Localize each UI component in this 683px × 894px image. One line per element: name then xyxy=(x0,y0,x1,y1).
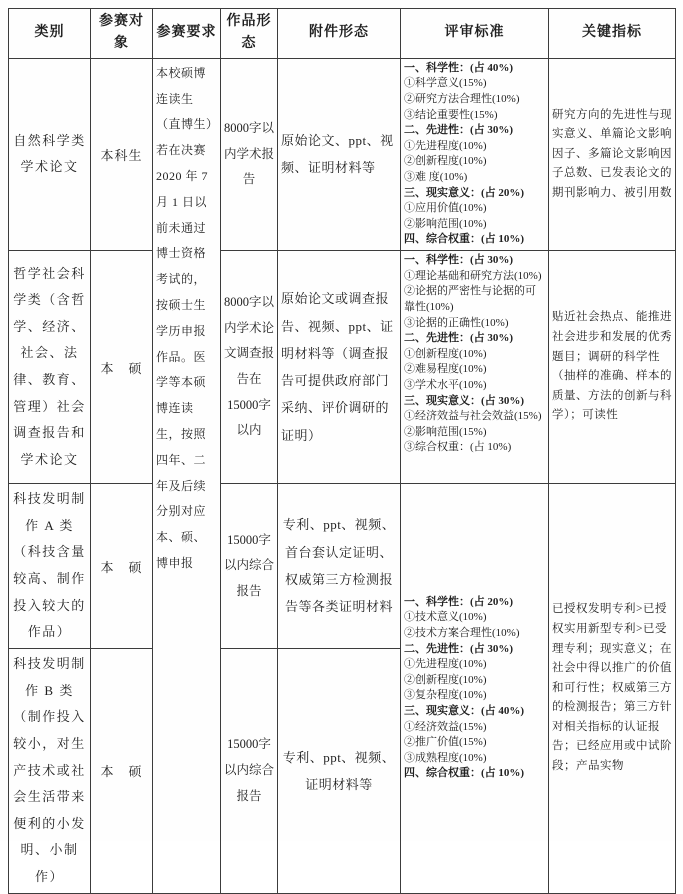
cell-participants-r4: 本 硕 xyxy=(91,648,153,893)
cell-participants-r1: 本科生 xyxy=(91,58,153,250)
row-tech-invention-a xyxy=(9,484,676,649)
criteria-line: 二、先进性：(占 30%) xyxy=(404,332,514,345)
cell-indicators-r34-merged: 已授权发明专利>已授权实用新型专利>已受理专利；现实意义；在社会中得以推广的价值和可行性；权威第三方的检测报告；第三方针对相关指标的认证报告；已经应用或中试阶段；产品实物 xyxy=(549,484,676,894)
criteria-list-r34 xyxy=(404,595,545,782)
criteria-line: ①先进程度(10%) xyxy=(404,139,487,152)
cell-category-social-science: 哲学社会科学类（含哲学、经济、社会、法律、教育、管理）社会调查报告和学术论文 xyxy=(9,251,91,484)
competition-categories-table xyxy=(8,8,676,894)
cell-work-form-r2: 8000字以内学术论文调查报告在15000字以内 xyxy=(221,251,278,484)
row-natural-science xyxy=(9,58,676,250)
criteria-line: 四、综合权重：(占 10%) xyxy=(404,767,525,780)
criteria-line: ②研究方法合理性(10%) xyxy=(404,93,520,105)
cell-indicators-r2: 贴近社会热点、能推进社会进步和发展的优秀题目；调研的科学性（抽样的准确、样本的质量、方法的创新与科学）；可读性 xyxy=(549,251,676,484)
header-requirements: 参赛要求 xyxy=(153,9,221,59)
criteria-line: ③难 度(10%) xyxy=(404,171,468,184)
cell-participants-r3: 本 硕 xyxy=(91,484,153,649)
criteria-line: 二、先进性：(占 30%) xyxy=(404,124,514,137)
cell-participants-r2: 本 硕 xyxy=(91,251,153,484)
criteria-line: 三、现实意义：(占 40%) xyxy=(404,705,525,717)
cell-attachment-r1: 原始论文、ppt、视频、证明材料等 xyxy=(278,58,401,250)
criteria-line: 二、先进性：(占 30%) xyxy=(404,642,514,655)
criteria-line: ③论据的正确性(10%) xyxy=(404,316,509,329)
criteria-line: ③结论重要性(15%) xyxy=(404,108,498,121)
criteria-line: ①经济效益与社会效益(15%) xyxy=(404,410,542,423)
criteria-line: ②推广价值(15%) xyxy=(404,736,487,749)
cell-work-form-r4: 15000字以内综合报告 xyxy=(221,648,278,893)
criteria-line: ①创新程度(10%) xyxy=(404,347,487,360)
criteria-line: ①理论基础和研究方法(10%) xyxy=(404,269,542,282)
criteria-line: 三、现实意义：(占 20%) xyxy=(404,186,525,199)
criteria-line: ③成熟程度(10%) xyxy=(404,751,487,764)
criteria-line: ②技术方案合理性(10%) xyxy=(404,626,520,639)
header-attachment-form: 附件形态 xyxy=(278,9,401,59)
criteria-line: ①经济效益(15%) xyxy=(404,720,487,733)
cell-work-form-r1: 8000字以内学术报告 xyxy=(221,58,278,250)
criteria-list-r2 xyxy=(404,253,545,456)
header-row xyxy=(9,9,676,59)
cell-requirements-merged: 本校硕博连读生（直博生）若在决赛 2020 年 7 月 1 日以前未通过博士资格考试的，按硕士生学历申报作品。医学等本硕博连读生，按照四年、二年及后续分别对应本、硕、博申报 xyxy=(153,58,221,893)
row-philosophy-social-science xyxy=(9,251,676,484)
cell-attachment-r2: 原始论文或调查报告、视频、ppt、证明材料等（调查报告可提供政府部门采纳、评价调研的证明） xyxy=(278,251,401,484)
criteria-line: 四、综合权重：(占 10%) xyxy=(404,233,525,246)
criteria-line: ③复杂程度(10%) xyxy=(404,689,487,702)
criteria-line: 一、科学性：(占 40%) xyxy=(404,61,514,74)
header-participants: 参赛对象 xyxy=(91,9,153,59)
cell-attachment-r4: 专利、ppt、视频、证明材料等 xyxy=(278,648,401,893)
criteria-line: ③学术水平(10%) xyxy=(404,378,487,391)
cell-criteria-r2 xyxy=(401,251,549,484)
criteria-line: ③综合权重：(占 10%) xyxy=(404,441,512,454)
criteria-line: 三、现实意义：(占 30%) xyxy=(404,394,525,407)
cell-indicators-r1: 研究方向的先进性与现实意义、单篇论文影响因子、多篇论文影响因子总数、已发表论文的期刊影响力、被引用数 xyxy=(549,58,676,250)
criteria-line: ②难易程度(10%) xyxy=(404,363,487,376)
criteria-line: 一、科学性：(占 30%) xyxy=(404,254,514,267)
criteria-line: ①应用价值(10%) xyxy=(404,202,487,215)
cell-criteria-r34-merged xyxy=(401,484,549,894)
criteria-line: ②创新程度(10%) xyxy=(404,155,487,168)
criteria-line: ②创新程度(10%) xyxy=(404,673,487,686)
cell-category-natural-science: 自然科学类学术论文 xyxy=(9,58,91,250)
criteria-line: ①先进程度(10%) xyxy=(404,658,487,671)
criteria-line: ①技术意义(10%) xyxy=(404,611,487,624)
cell-criteria-r1 xyxy=(401,58,549,250)
header-key-indicators: 关键指标 xyxy=(549,9,676,59)
criteria-line: ②论据的严密性与论据的可靠性(10%) xyxy=(404,285,536,313)
header-category: 类别 xyxy=(9,9,91,59)
criteria-line: ②影响范围(10%) xyxy=(404,217,487,230)
header-work-form: 作品形态 xyxy=(221,9,278,59)
cell-attachment-r3: 专利、ppt、视频、首台套认定证明、权威第三方检测报告等各类证明材料 xyxy=(278,484,401,649)
cell-category-tech-b: 科技发明制作 B 类（制作投入较小，对生产技术或社会生活带来便利的小发明、小制作） xyxy=(9,648,91,893)
cell-category-tech-a: 科技发明制作 A 类（科技含量较高、制作投入较大的作品） xyxy=(9,484,91,649)
criteria-line: ②影响范围(15%) xyxy=(404,425,487,438)
cell-work-form-r3: 15000字以内综合报告 xyxy=(221,484,278,649)
criteria-line: ①科学意义(15%) xyxy=(404,77,487,90)
criteria-line: 一、科学性：(占 20%) xyxy=(404,595,514,608)
header-review-criteria: 评审标准 xyxy=(401,9,549,59)
criteria-list-r1 xyxy=(404,61,545,248)
